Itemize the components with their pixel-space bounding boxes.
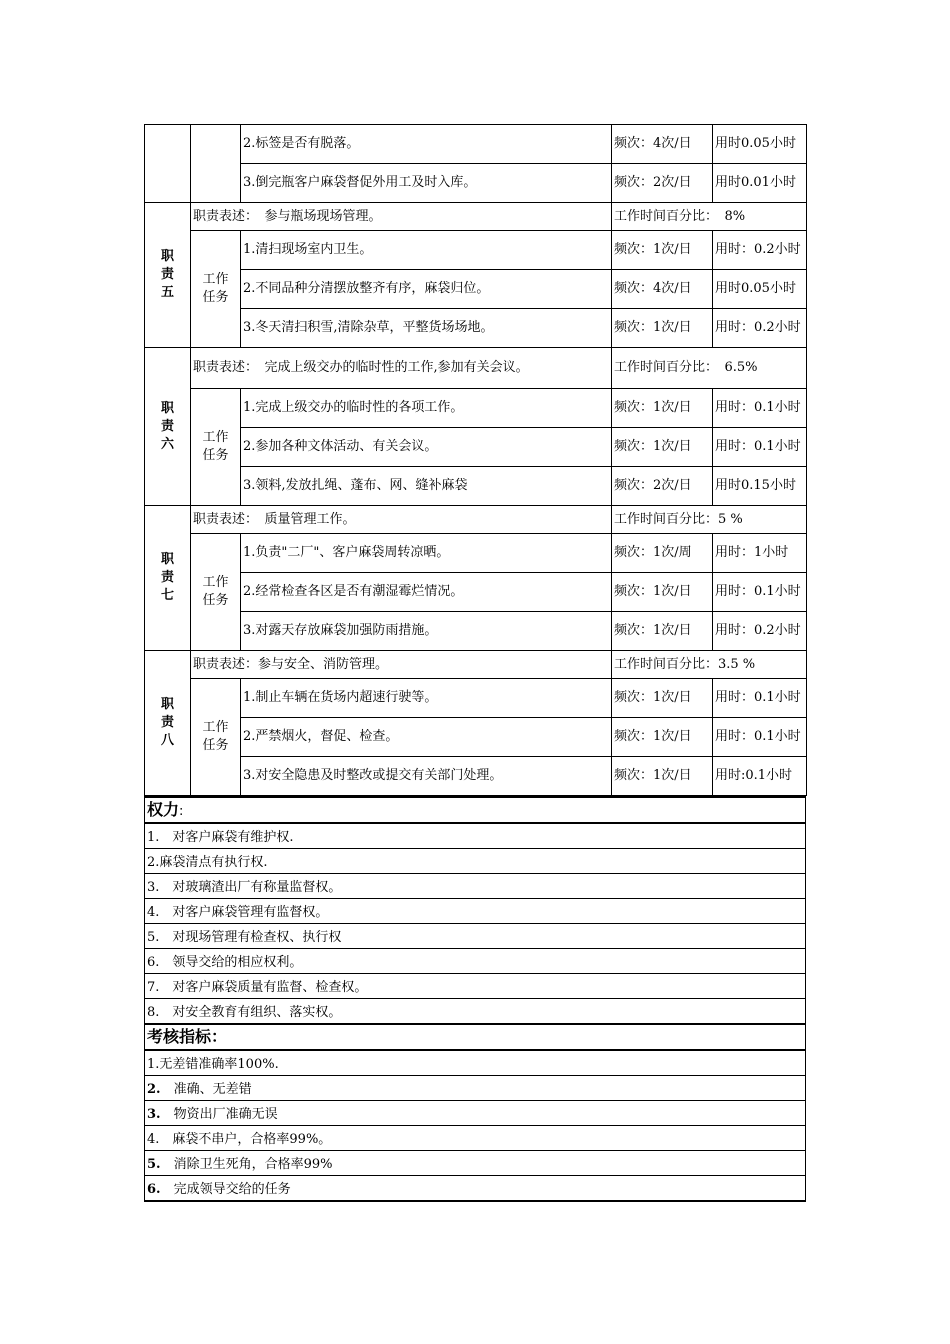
kpi-section: [144, 1025, 806, 1202]
kpi-item-text: 麻袋不串户，合格率99%。: [159, 1132, 332, 1147]
task-text: 2.严禁烟火，督促、检查。: [241, 718, 612, 757]
task-text: 2.不同品种分清摆放整齐有序，麻袋归位。: [241, 270, 612, 309]
responsibility-description: 职责表述： 参与瓶场现场管理。: [191, 203, 612, 231]
task-frequency: 频次：1次/日: [612, 428, 713, 467]
responsibility-name: [145, 506, 191, 651]
responsibility-description-row: [145, 506, 807, 534]
work-time-percent: 工作时间百分比：3.5 %: [612, 651, 807, 679]
kpi-item-text: 消除卫生死角，合格率99%: [160, 1157, 333, 1172]
task-frequency: 频次：1次/日: [612, 309, 713, 348]
table-row: [145, 534, 807, 573]
task-duration: 用时0.05小时: [713, 270, 807, 309]
job-description-sheet: [144, 124, 806, 1202]
kpi-item: [145, 1176, 805, 1202]
kpi-item: [145, 1151, 805, 1176]
responsibility-name: [145, 203, 191, 348]
tasks-label: [191, 389, 241, 506]
table-row: [145, 428, 807, 467]
task-duration: 用时：1小时: [713, 534, 807, 573]
task-frequency: 频次：1次/日: [612, 573, 713, 612]
task-text: 2.参加各种文体活动、有关会议。: [241, 428, 612, 467]
authority-item: 5. 对现场管理有检查权、执行权: [145, 924, 805, 949]
work-time-percent: 工作时间百分比： 6.5%: [612, 348, 807, 389]
task-duration: 用时：0.1小时: [713, 428, 807, 467]
task-duration: 用时：0.2小时: [713, 309, 807, 348]
task-frequency: 频次：1次/日: [612, 679, 713, 718]
responsibility-description-row: [145, 651, 807, 679]
task-duration: 用时:0.1小时: [713, 757, 807, 796]
responsibility-description: 职责表述： 完成上级交办的临时性的工作,参加有关会议。: [191, 348, 612, 389]
tasks-label-cell-empty: [191, 125, 241, 203]
kpi-item: [145, 1051, 805, 1076]
responsibility-name-char: 责: [160, 570, 174, 585]
task-text: 3.对安全隐患及时整改或提交有关部门处理。: [241, 757, 612, 796]
tasks-label-line: 工作: [202, 272, 229, 287]
kpi-item-number: 5.: [147, 1157, 161, 1172]
work-time-percent: 工作时间百分比： 8%: [612, 203, 807, 231]
table-row: [145, 679, 807, 718]
table-row: [145, 718, 807, 757]
task-duration: 用时：0.1小时: [713, 389, 807, 428]
authority-item: 6. 领导交给的相应权利。: [145, 949, 805, 974]
kpi-item-number: 1.: [147, 1057, 160, 1072]
task-text: 3.对露天存放麻袋加强防雨措施。: [241, 612, 612, 651]
responsibility-name-char: 责: [160, 418, 174, 434]
responsibility-name-char: 六: [160, 436, 174, 452]
task-frequency: 频次：1次/日: [612, 389, 713, 428]
task-frequency: 频次：1次/日: [612, 612, 713, 651]
responsibility-description-row: [145, 348, 807, 389]
tasks-label: [191, 231, 241, 348]
task-frequency: 频次：2次/日: [612, 467, 713, 506]
responsibility-cell-empty: [145, 125, 191, 203]
kpi-item-number: 2.: [147, 1082, 161, 1097]
authority-item: 1. 对客户麻袋有维护权.: [145, 824, 805, 849]
authority-heading: [145, 796, 805, 824]
table-row: [145, 164, 807, 203]
responsibility-name-char: 七: [160, 588, 174, 603]
authority-title: 权力: [147, 800, 180, 819]
kpi-item-number: 4.: [147, 1132, 160, 1147]
table-row: [145, 573, 807, 612]
kpi-item-number: 3.: [147, 1107, 161, 1122]
task-frequency: 频次：1次/日: [612, 718, 713, 757]
table-row: [145, 270, 807, 309]
task-duration: 用时：0.1小时: [713, 573, 807, 612]
authority-item: 4. 对客户麻袋管理有监督权。: [145, 899, 805, 924]
task-duration: 用时0.15小时: [713, 467, 807, 506]
tasks-label-line: 任务: [202, 593, 229, 608]
tasks-label-line: 工作: [202, 575, 229, 590]
table-row: [145, 467, 807, 506]
task-frequency: 频次：1次/周: [612, 534, 713, 573]
kpi-item: [145, 1076, 805, 1101]
responsibility-name-char: 五: [160, 285, 174, 300]
table-row: [145, 125, 807, 164]
authority-colon: :: [179, 804, 184, 819]
task-text: 1.负责"二厂"、客户麻袋周转凉晒。: [241, 534, 612, 573]
responsibility-name: [145, 651, 191, 796]
tasks-label-line: 任务: [202, 448, 229, 463]
responsibility-name-char: 责: [160, 715, 174, 730]
kpi-item: [145, 1101, 805, 1126]
table-row: [145, 309, 807, 348]
table-row: [145, 757, 807, 796]
task-duration: 用时：0.1小时: [713, 718, 807, 757]
task-duration: 用时：0.2小时: [713, 231, 807, 270]
tasks-label-line: 工作: [202, 430, 229, 445]
task-frequency: 频次：1次/日: [612, 757, 713, 796]
responsibility-name-char: 职: [160, 400, 174, 416]
responsibility-name-char: 八: [160, 733, 174, 748]
authority-item: 3. 对玻璃渣出厂有称量监督权。: [145, 874, 805, 899]
responsibility-description: 职责表述： 质量管理工作。: [191, 506, 612, 534]
task-text: 3.冬天清扫积雪,清除杂草，平整货场场地。: [241, 309, 612, 348]
kpi-item-number: 6.: [147, 1182, 161, 1197]
responsibility-name: [145, 348, 191, 506]
task-frequency: 频次：4次/日: [612, 270, 713, 309]
responsibility-name-char: 责: [160, 267, 174, 282]
task-text: 1.制止车辆在货场内超速行驶等。: [241, 679, 612, 718]
tasks-label-line: 任务: [202, 738, 229, 753]
task-duration: 用时：0.1小时: [713, 679, 807, 718]
task-duration: 用时0.05小时: [713, 125, 807, 164]
tasks-label: [191, 534, 241, 651]
task-text: 3.领料,发放扎绳、蓬布、网、缝补麻袋: [241, 467, 612, 506]
kpi-item-text: 物资出厂准确无误: [160, 1107, 278, 1122]
work-time-percent: 工作时间百分比：5 %: [612, 506, 807, 534]
tasks-label: [191, 679, 241, 796]
kpi-item-text: 准确、无差错: [160, 1082, 252, 1097]
authority-item: 7. 对客户麻袋质量有监督、检查权。: [145, 974, 805, 999]
task-frequency: 频次：4次/日: [612, 125, 713, 164]
authority-item: 8. 对安全教育有组织、落实权。: [145, 999, 805, 1025]
tasks-label-line: 任务: [202, 290, 229, 305]
task-frequency: 频次：1次/日: [612, 231, 713, 270]
responsibility-name-char: 职: [160, 249, 174, 264]
kpi-item-text: 完成领导交给的任务: [160, 1182, 291, 1197]
responsibility-description-row: [145, 203, 807, 231]
responsibility-table: [144, 124, 807, 796]
authority-item: 2.麻袋清点有执行权.: [145, 849, 805, 874]
responsibility-name-char: 职: [160, 552, 174, 567]
kpi-item: [145, 1126, 805, 1151]
task-text: 2.经常检查各区是否有潮湿霉烂情况。: [241, 573, 612, 612]
task-duration: 用时0.01小时: [713, 164, 807, 203]
task-text: 2.标签是否有脱落。: [241, 125, 612, 164]
kpi-item-text: 无差错准确率100%.: [159, 1057, 279, 1072]
task-text: 1.完成上级交办的临时性的各项工作。: [241, 389, 612, 428]
responsibility-description: 职责表述：参与安全、消防管理。: [191, 651, 612, 679]
table-row: [145, 231, 807, 270]
kpi-heading: 考核指标：: [145, 1025, 805, 1051]
task-text: 3.倒完瓶客户麻袋督促外用工及时入库。: [241, 164, 612, 203]
task-frequency: 频次：2次/日: [612, 164, 713, 203]
task-duration: 用时：0.2小时: [713, 612, 807, 651]
authority-section: [144, 796, 806, 1025]
responsibility-name-char: 职: [160, 697, 174, 712]
tasks-label-line: 工作: [202, 720, 229, 735]
table-row: [145, 389, 807, 428]
table-row: [145, 612, 807, 651]
task-text: 1.清扫现场室内卫生。: [241, 231, 612, 270]
